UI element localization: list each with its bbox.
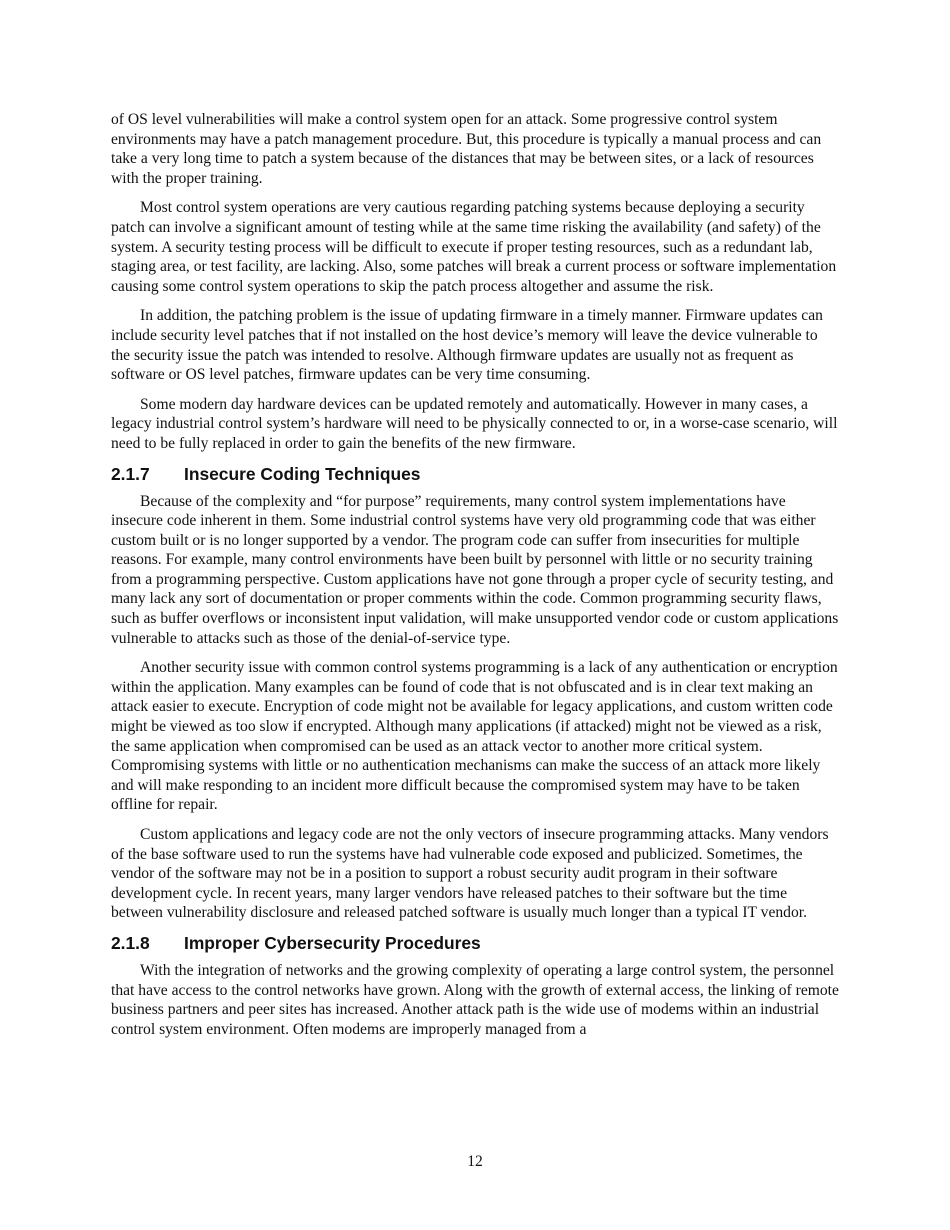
paragraph-hardware-updates: Some modern day hardware devices can be updated remotely and automatically. However in many cases, a legacy industrial control system’s hardware will need to be physically connected to or, in a worse-case scenario, will need to be fully replaced in order to gain the benefits of the new firmware. [111,395,838,452]
section-number: 2.1.8 [111,932,150,953]
page-number: 12 [467,1153,483,1170]
section-number: 2.1.7 [111,463,150,484]
paragraph-firmware: In addition, the patching problem is the issue of updating firmware in a timely manner. Firmware updates can include security level patches that if not installed on the host device’s memory will leave the device vulnerable to the security issue the patch was intended to resolve. Although firmware updates are usually not as frequent as software or OS level patches, firmware updates can be very time consuming. [111,307,823,384]
section-heading-improper-procedures [111,933,839,953]
section-title: Insecure Coding Techniques [184,463,421,484]
section-title: Improper Cybersecurity Procedures [184,932,481,953]
paragraph-continuation: of OS level vulnerabilities will make a control system open for an attack. Some progressive control system environments may have a patch management procedure. But, this procedure is typically a manual process and can take a very long time to patch a system because of the distances that may be between sites, or a lack of resources with the proper training. [111,111,822,187]
paragraph-insecure-code: Because of the complexity and “for purpose” requirements, many control system implementations have insecure code inherent in them. Some industrial control systems have very old programming code that was either custom built or is no longer supported by a vendor. The program code can suffer from insecurities for multiple reasons. For example, many control environments have been built by personnel with little or no security training from a programming perspective. Custom applications have not gone through a proper cycle of security testing, and many lack any sort of documentation or proper comments within the code. Common programming security flaws, such as buffer overflows or inconsistent input validation, will make unsupported vendor code or custom applications vulnerable to attacks such as those of the denial-of-service type. [111,492,839,647]
page-content [111,110,839,1049]
paragraph-authentication: Another security issue with common control systems programming is a lack of any authentication or encryption within the application. Many examples can be found of code that is not obfuscated and is in clear text making an attack easier to execute. Encryption of code might not be available for legacy applications, and custom written code might be viewed as too slow if encrypted. Although many applications (if attacked) might not be viewed as a risk, the same application when compromised can be used as an attack vector to another more critical system. Compromising systems with little or no authentication mechanisms can make the success of an attack more likely and will make responding to an incident more difficult because the compromised system may have to be taken offline for repair. [111,659,838,814]
section-heading-insecure-coding [111,464,839,484]
paragraph-patching-caution: Most control system operations are very cautious regarding patching systems because deploying a security patch can involve a significant amount of testing while at the same time risking the availability (and safety) of the system. A security testing process will be difficult to execute if proper testing resources, such as a redundant lab, staging area, or test facility, are lacking. Also, some patches will break a current process or software implementation causing some control system operations to skip the patch process altogether and assume the risk. [111,199,837,295]
paragraph-network-integration: With the integration of networks and the growing complexity of operating a large control system, the personnel that have access to the control networks have grown. Along with the growth of external access, the linking of remote business partners and peer sites has increased. Another attack path is the wide use of modems within an industrial control system environment. Often modems are improperly managed from a [111,961,839,1038]
paragraph-vendor-code: Custom applications and legacy code are not the only vectors of insecure programming attacks. Many vendors of the base software used to run the systems have had vulnerable code exposed and publicized. Sometimes, the vendor of the software may not be in a position to support a robust security audit program in their software development cycle. In recent years, many larger vendors have released patches to their software but the time between vulnerability disclosure and released patched software is usually much longer than a typical IT vendor. [111,826,829,922]
